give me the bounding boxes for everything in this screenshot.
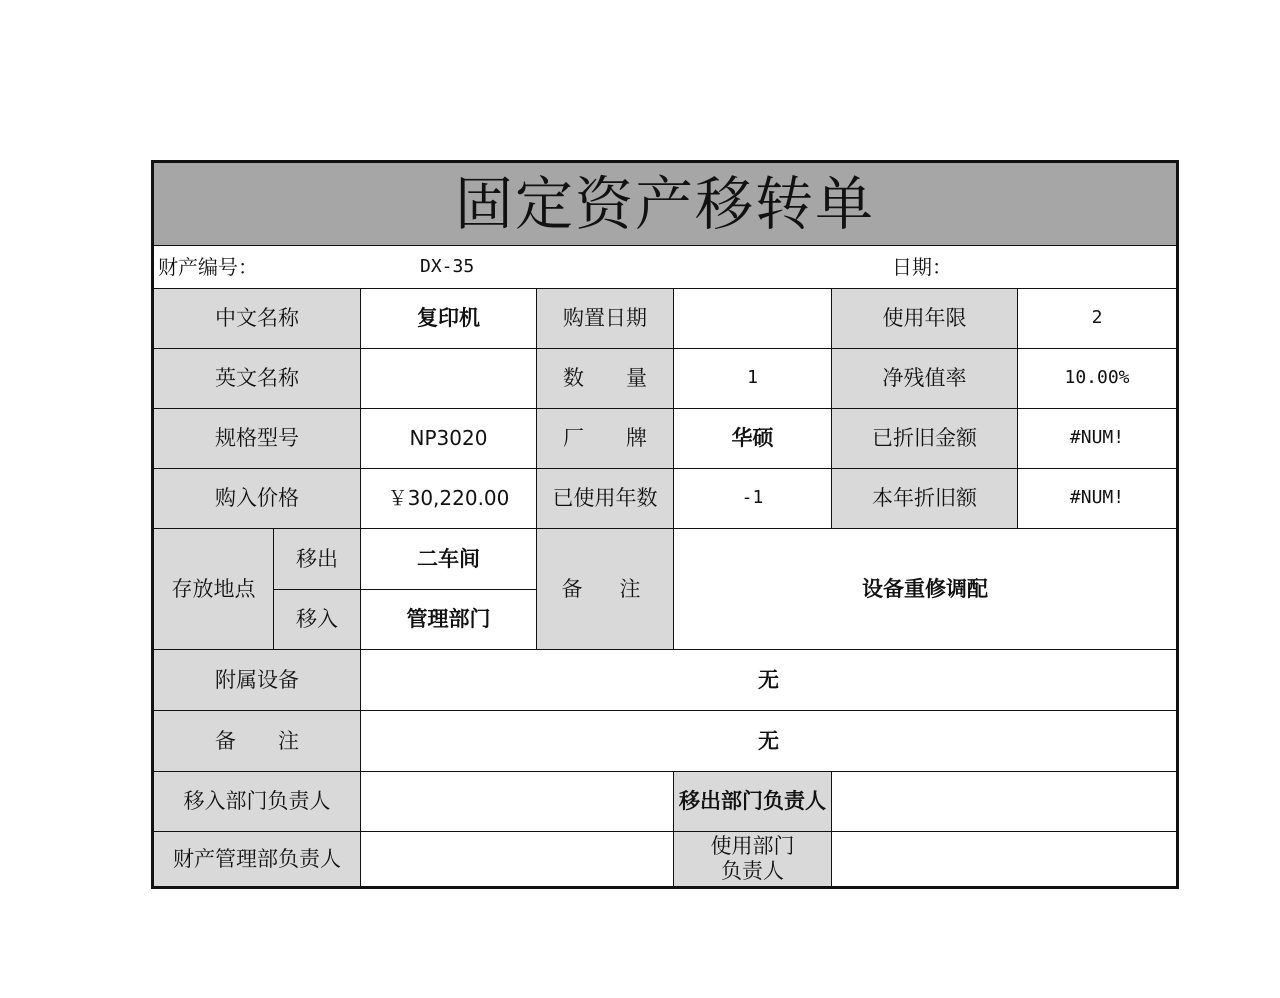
purchase-date-value[interactable] xyxy=(674,289,832,349)
remark-2-label: 备 注 xyxy=(154,711,361,772)
model-label: 规格型号 xyxy=(154,409,361,469)
user-dept-manager-value[interactable] xyxy=(832,832,1176,886)
accessory-label: 附属设备 xyxy=(154,650,361,711)
move-in-label: 移入 xyxy=(274,590,361,650)
asset-number-value[interactable]: DX-35 xyxy=(414,246,534,289)
cn-name-value[interactable]: 复印机 xyxy=(361,289,537,349)
brand-value[interactable]: 华硕 xyxy=(674,409,832,469)
residual-rate-value[interactable]: 10.00% xyxy=(1018,349,1176,409)
years-used-value[interactable]: -1 xyxy=(674,469,832,529)
remark-label: 备 注 xyxy=(537,529,674,650)
quantity-value[interactable]: 1 xyxy=(674,349,832,409)
en-name-value[interactable] xyxy=(361,349,537,409)
service-life-value[interactable]: 2 xyxy=(1018,289,1176,349)
depreciated-amount-label: 已折旧金额 xyxy=(832,409,1018,469)
accessory-value[interactable]: 无 xyxy=(361,650,1176,711)
user-dept-manager-label xyxy=(674,832,832,886)
date-label: 日期： xyxy=(892,246,1012,289)
form-title: 固定资产移转单 xyxy=(154,163,1176,246)
model-value[interactable]: NP3020 xyxy=(361,409,537,469)
cn-name-label: 中文名称 xyxy=(154,289,361,349)
year-depreciation-value[interactable]: #NUM! xyxy=(1018,469,1176,529)
move-in-manager-label: 移入部门负责人 xyxy=(154,772,361,832)
year-depreciation-label: 本年折旧额 xyxy=(832,469,1018,529)
move-out-manager-label: 移出部门负责人 xyxy=(674,772,832,832)
residual-rate-label: 净残值率 xyxy=(832,349,1018,409)
years-used-label: 已使用年数 xyxy=(537,469,674,529)
price-value[interactable]: ￥30,220.00 xyxy=(361,469,537,529)
asset-manager-value[interactable] xyxy=(361,832,674,886)
price-label: 购入价格 xyxy=(154,469,361,529)
en-name-label: 英文名称 xyxy=(154,349,361,409)
remark-2-value[interactable]: 无 xyxy=(361,711,1176,772)
location-label: 存放地点 xyxy=(154,529,274,650)
user-dept-label-line1: 使用部门 xyxy=(710,833,795,858)
remark-value[interactable]: 设备重修调配 xyxy=(674,529,1176,650)
asset-manager-label: 财产管理部负责人 xyxy=(154,832,361,886)
date-value[interactable] xyxy=(1012,246,1176,289)
depreciated-amount-value[interactable]: #NUM! xyxy=(1018,409,1176,469)
purchase-date-label: 购置日期 xyxy=(537,289,674,349)
move-out-label: 移出 xyxy=(274,529,361,590)
user-dept-label-line2: 负责人 xyxy=(721,859,784,883)
move-out-value[interactable]: 二车间 xyxy=(361,529,537,590)
move-out-manager-value[interactable] xyxy=(832,772,1176,832)
service-life-label: 使用年限 xyxy=(832,289,1018,349)
brand-label: 厂 牌 xyxy=(537,409,674,469)
asset-number-label: 财产编号： xyxy=(154,246,414,289)
move-in-manager-value[interactable] xyxy=(361,772,674,832)
quantity-label: 数 量 xyxy=(537,349,674,409)
asset-transfer-form xyxy=(151,160,1179,889)
move-in-value[interactable]: 管理部门 xyxy=(361,590,537,650)
